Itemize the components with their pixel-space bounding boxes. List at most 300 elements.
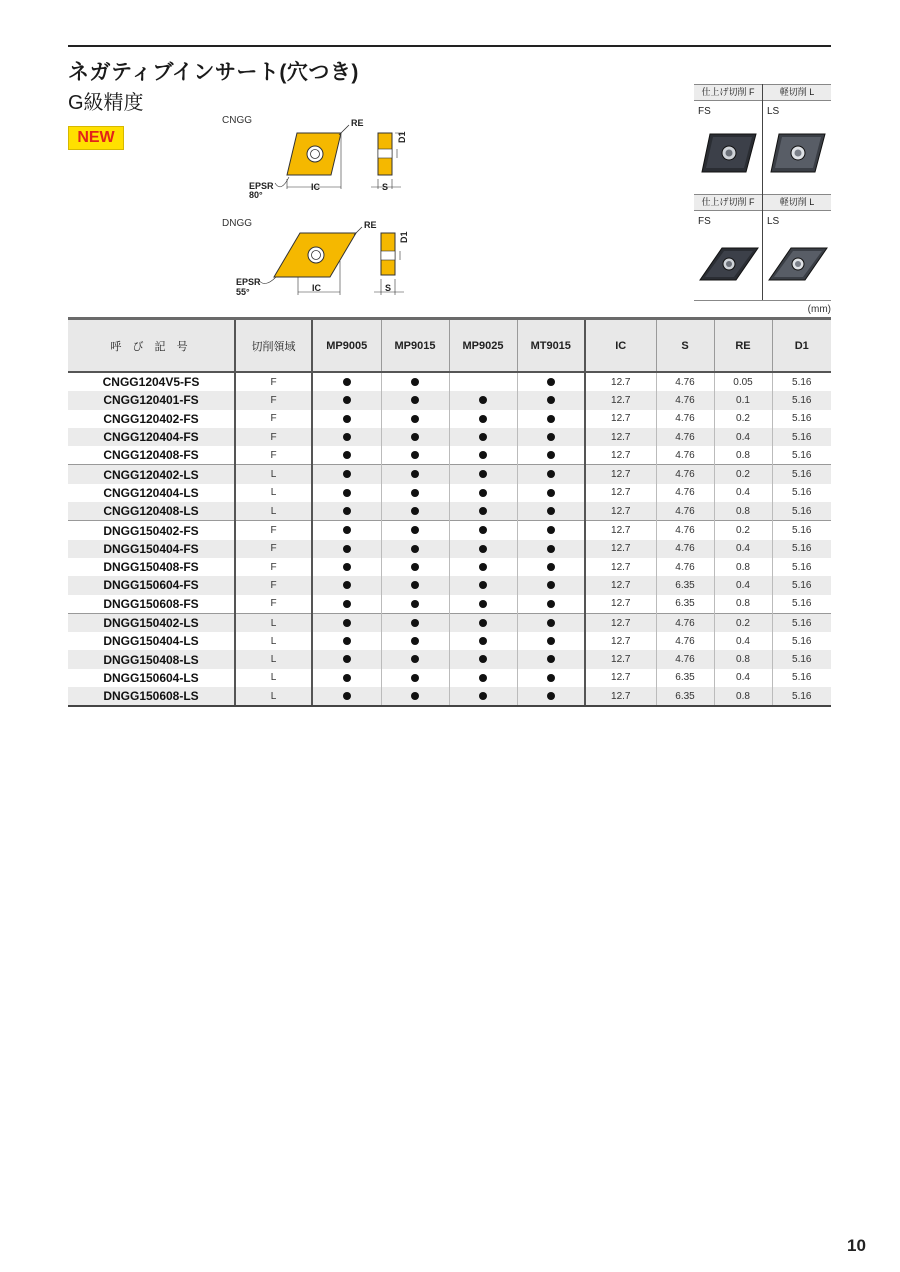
cell-area: F (235, 540, 312, 558)
cell-mp9015 (381, 428, 449, 446)
cell-mp9025 (449, 650, 517, 668)
table-row (68, 540, 831, 558)
table-row (68, 446, 831, 465)
cell-d1: 5.16 (772, 372, 831, 391)
cell-mp9015 (381, 391, 449, 409)
cell-mp9025 (449, 521, 517, 540)
cell-area: L (235, 465, 312, 484)
table-row (68, 372, 831, 391)
cell-re: 0.4 (714, 632, 772, 650)
table-row (68, 669, 831, 687)
cell-code: DNGG150604-LS (103, 670, 199, 685)
cell-re: 0.4 (714, 669, 772, 687)
cell-d1: 5.16 (772, 613, 831, 632)
page-subtitle: G級精度 (68, 92, 144, 114)
available-dot-icon (411, 563, 419, 571)
cell-mp9015 (381, 521, 449, 540)
available-dot-icon (343, 600, 351, 608)
photo-code: LS (767, 106, 780, 117)
cell-mt9015 (517, 372, 585, 391)
available-dot-icon (343, 507, 351, 515)
available-dot-icon (343, 619, 351, 627)
col-header-d1: D1 (772, 319, 831, 373)
cell-area: L (235, 669, 312, 687)
cell-area: L (235, 632, 312, 650)
cell-ic: 12.7 (585, 613, 656, 632)
cell-mp9015 (381, 632, 449, 650)
cngg-label: CNGG (222, 115, 252, 126)
available-dot-icon (547, 378, 555, 386)
cell-s: 4.76 (656, 484, 714, 502)
available-dot-icon (343, 526, 351, 534)
available-dot-icon (411, 619, 419, 627)
available-dot-icon (479, 563, 487, 571)
cell-mp9005 (312, 428, 381, 446)
cell-area: F (235, 521, 312, 540)
cell-mp9025 (449, 465, 517, 484)
cell-s: 4.76 (656, 372, 714, 391)
cell-mt9015 (517, 650, 585, 668)
cell-mp9005 (312, 595, 381, 614)
dngg-s-label: S (385, 283, 392, 293)
cell-mt9015 (517, 465, 585, 484)
cell-ic: 12.7 (585, 576, 656, 594)
table-row (68, 687, 831, 706)
cell-mp9005 (312, 372, 381, 391)
cell-mp9005 (312, 410, 381, 428)
cell-s: 6.35 (656, 687, 714, 706)
cell-mp9025 (449, 558, 517, 576)
cell-mp9015 (381, 558, 449, 576)
col-header-code: 呼 び 記 号 (68, 319, 235, 373)
available-dot-icon (547, 433, 555, 441)
dngg-re-label: RE (364, 220, 377, 230)
cell-mp9005 (312, 613, 381, 632)
cell-mp9015 (381, 650, 449, 668)
available-dot-icon (479, 451, 487, 459)
cell-d1: 5.16 (772, 576, 831, 594)
cell-ic: 12.7 (585, 632, 656, 650)
cell-re: 0.8 (714, 687, 772, 706)
cell-code: DNGG150404-LS (103, 634, 199, 649)
cell-mt9015 (517, 540, 585, 558)
cell-code: CNGG120404-FS (68, 428, 235, 446)
available-dot-icon (479, 581, 487, 589)
cell-code: CNGG120404-LS (103, 485, 199, 500)
cell-d1: 5.16 (772, 391, 831, 409)
table-row (68, 410, 831, 428)
cell-mp9025 (449, 613, 517, 632)
cell-area: F (235, 595, 312, 614)
cngg-d1-label: D1 (397, 131, 407, 143)
available-dot-icon (479, 507, 487, 515)
available-dot-icon (547, 600, 555, 608)
insert-photo-grid (694, 84, 831, 304)
table-row (68, 391, 831, 409)
cell-mp9015 (381, 372, 449, 391)
cell-re: 0.2 (714, 465, 772, 484)
cell-re: 0.2 (714, 613, 772, 632)
available-dot-icon (479, 619, 487, 627)
table-row (68, 502, 831, 521)
available-dot-icon (343, 470, 351, 478)
cell-mp9005 (312, 540, 381, 558)
cell-mp9015 (381, 484, 449, 502)
available-dot-icon (479, 526, 487, 534)
photo-code: FS (698, 216, 711, 227)
cell-s: 4.76 (656, 521, 714, 540)
cell-re: 0.4 (714, 540, 772, 558)
cell-mp9005 (312, 669, 381, 687)
available-dot-icon (479, 692, 487, 700)
available-dot-icon (343, 415, 351, 423)
cell-area: F (235, 446, 312, 465)
table-row (68, 465, 831, 484)
cell-area: L (235, 687, 312, 706)
cell-re: 0.05 (714, 372, 772, 391)
cell-s: 4.76 (656, 428, 714, 446)
cell-mt9015 (517, 391, 585, 409)
table-row (68, 428, 831, 446)
cell-mp9005 (312, 558, 381, 576)
cell-mp9015 (381, 410, 449, 428)
cell-area: L (235, 613, 312, 632)
dngg-fs-photo (698, 244, 760, 284)
cell-re: 0.2 (714, 521, 772, 540)
available-dot-icon (343, 692, 351, 700)
available-dot-icon (343, 674, 351, 682)
available-dot-icon (343, 581, 351, 589)
available-dot-icon (411, 396, 419, 404)
cell-area: L (235, 650, 312, 668)
cell-ic: 12.7 (585, 540, 656, 558)
cell-ic: 12.7 (585, 428, 656, 446)
col-header-mp9005: MP9005 (312, 319, 381, 373)
available-dot-icon (479, 545, 487, 553)
available-dot-icon (479, 600, 487, 608)
dngg-epsr-label: EPSR (236, 277, 261, 287)
cell-code: DNGG150408-LS (68, 650, 235, 668)
cell-area: F (235, 410, 312, 428)
cell-re: 0.8 (714, 595, 772, 614)
available-dot-icon (547, 470, 555, 478)
cell-mp9015 (381, 669, 449, 687)
cell-d1: 5.16 (772, 595, 831, 614)
cell-mp9015 (381, 465, 449, 484)
dngg-diagram (230, 215, 415, 305)
available-dot-icon (411, 378, 419, 386)
available-dot-icon (547, 415, 555, 423)
cell-mp9015 (381, 595, 449, 614)
cell-mt9015 (517, 558, 585, 576)
cell-d1: 5.16 (772, 446, 831, 465)
available-dot-icon (479, 489, 487, 497)
cell-d1: 5.16 (772, 632, 831, 650)
cell-ic: 12.7 (585, 372, 656, 391)
cngg-hole (307, 146, 323, 162)
cell-code: CNGG120408-LS (68, 502, 235, 521)
cell-mp9025 (449, 372, 517, 391)
cell-ic: 12.7 (585, 502, 656, 521)
available-dot-icon (411, 433, 419, 441)
photo-code: LS (767, 216, 780, 227)
cell-code: CNGG120402-LS (68, 465, 235, 484)
cell-mp9005 (312, 446, 381, 465)
available-dot-icon (343, 451, 351, 459)
cell-mt9015 (517, 428, 585, 446)
cell-ic: 12.7 (585, 446, 656, 465)
cell-area: F (235, 576, 312, 594)
cell-ic: 12.7 (585, 465, 656, 484)
cngg-ic-label: IC (311, 182, 320, 192)
cell-d1: 5.16 (772, 484, 831, 502)
cell-mt9015 (517, 502, 585, 521)
available-dot-icon (411, 489, 419, 497)
table-body (68, 372, 831, 706)
cell-mt9015 (517, 632, 585, 650)
cell-mp9005 (312, 687, 381, 706)
cell-mp9025 (449, 502, 517, 521)
available-dot-icon (479, 396, 487, 404)
cell-s: 6.35 (656, 576, 714, 594)
cell-mt9015 (517, 446, 585, 465)
cell-re: 0.8 (714, 650, 772, 668)
cell-mt9015 (517, 613, 585, 632)
col-header-mp9025: MP9025 (449, 319, 517, 373)
cell-d1: 5.16 (772, 650, 831, 668)
table-row (68, 576, 831, 594)
cngg-fs-photo (700, 128, 758, 176)
available-dot-icon (547, 581, 555, 589)
cell-ic: 12.7 (585, 484, 656, 502)
available-dot-icon (343, 655, 351, 663)
unit-label: (mm) (807, 304, 831, 315)
available-dot-icon (547, 489, 555, 497)
cell-mp9025 (449, 669, 517, 687)
cell-mp9015 (381, 576, 449, 594)
cell-mp9025 (449, 687, 517, 706)
dngg-label: DNGG (222, 218, 252, 229)
spec-table (68, 317, 831, 707)
cell-re: 0.2 (714, 410, 772, 428)
cell-mp9005 (312, 576, 381, 594)
dngg-hole (308, 247, 324, 263)
cell-code: CNGG120408-FS (103, 448, 199, 463)
cell-mt9015 (517, 484, 585, 502)
available-dot-icon (411, 637, 419, 645)
cell-area: L (235, 502, 312, 521)
available-dot-icon (411, 655, 419, 663)
dngg-d1-label: D1 (399, 231, 409, 243)
photo-grid-divider (762, 84, 763, 301)
available-dot-icon (479, 655, 487, 663)
table-row (68, 613, 831, 632)
cell-mp9025 (449, 484, 517, 502)
available-dot-icon (343, 396, 351, 404)
cell-mp9015 (381, 540, 449, 558)
cell-mp9005 (312, 484, 381, 502)
available-dot-icon (411, 507, 419, 515)
dngg-ls-photo (767, 244, 829, 284)
col-header-s: S (656, 319, 714, 373)
cell-s: 4.76 (656, 410, 714, 428)
table-row (68, 558, 831, 576)
cell-mp9015 (381, 446, 449, 465)
cell-area: F (235, 372, 312, 391)
cell-code: CNGG120402-FS (103, 411, 199, 426)
cell-s: 4.76 (656, 650, 714, 668)
cell-d1: 5.16 (772, 410, 831, 428)
cell-mp9025 (449, 391, 517, 409)
cell-mp9015 (381, 502, 449, 521)
cell-mp9025 (449, 410, 517, 428)
cell-d1: 5.16 (772, 521, 831, 540)
available-dot-icon (479, 470, 487, 478)
cell-ic: 12.7 (585, 669, 656, 687)
cngg-angle-label: 80° (249, 190, 263, 200)
cell-mp9005 (312, 521, 381, 540)
available-dot-icon (547, 637, 555, 645)
cell-ic: 12.7 (585, 410, 656, 428)
cell-mp9005 (312, 650, 381, 668)
cell-mp9005 (312, 391, 381, 409)
cell-ic: 12.7 (585, 687, 656, 706)
available-dot-icon (343, 489, 351, 497)
cell-re: 0.4 (714, 576, 772, 594)
photo-grid-bottom-rule (694, 300, 831, 301)
new-badge: NEW (68, 126, 124, 150)
cngg-ls-photo (769, 128, 827, 176)
cell-s: 4.76 (656, 632, 714, 650)
cell-d1: 5.16 (772, 540, 831, 558)
cell-mp9005 (312, 632, 381, 650)
available-dot-icon (411, 451, 419, 459)
available-dot-icon (547, 545, 555, 553)
available-dot-icon (547, 396, 555, 404)
cell-d1: 5.16 (772, 558, 831, 576)
cell-ic: 12.7 (585, 595, 656, 614)
cell-mp9015 (381, 613, 449, 632)
cngg-epsr-label: EPSR (249, 181, 274, 191)
table-row (68, 521, 831, 540)
photo-header-light: 軽切削 L (763, 84, 831, 101)
available-dot-icon (343, 637, 351, 645)
available-dot-icon (411, 470, 419, 478)
cell-re: 0.8 (714, 446, 772, 465)
cell-code: DNGG150608-LS (68, 687, 235, 706)
cell-area: F (235, 391, 312, 409)
available-dot-icon (479, 637, 487, 645)
available-dot-icon (547, 507, 555, 515)
dngg-angle-label: 55° (236, 287, 250, 297)
top-rule (68, 45, 831, 47)
cngg-diagram (245, 115, 415, 205)
cell-ic: 12.7 (585, 391, 656, 409)
table-row (68, 650, 831, 668)
cell-mp9005 (312, 502, 381, 521)
available-dot-icon (411, 545, 419, 553)
available-dot-icon (411, 415, 419, 423)
cell-mp9025 (449, 632, 517, 650)
table-row (68, 484, 831, 502)
photo-code: FS (698, 106, 711, 117)
cell-mp9015 (381, 687, 449, 706)
cell-mp9025 (449, 540, 517, 558)
available-dot-icon (479, 674, 487, 682)
cell-code: DNGG150408-FS (103, 560, 199, 575)
available-dot-icon (547, 451, 555, 459)
cngg-re-label: RE (351, 118, 364, 128)
available-dot-icon (547, 526, 555, 534)
available-dot-icon (547, 563, 555, 571)
cell-d1: 5.16 (772, 428, 831, 446)
available-dot-icon (343, 563, 351, 571)
cell-s: 4.76 (656, 502, 714, 521)
col-header-mp9015: MP9015 (381, 319, 449, 373)
cell-s: 4.76 (656, 540, 714, 558)
available-dot-icon (411, 692, 419, 700)
cell-mt9015 (517, 687, 585, 706)
available-dot-icon (547, 619, 555, 627)
cell-mp9025 (449, 446, 517, 465)
cell-d1: 5.16 (772, 687, 831, 706)
available-dot-icon (479, 415, 487, 423)
cngg-s-label: S (382, 182, 389, 192)
col-header-re: RE (714, 319, 772, 373)
cell-code: DNGG150402-LS (68, 613, 235, 632)
available-dot-icon (411, 526, 419, 534)
available-dot-icon (411, 600, 419, 608)
available-dot-icon (411, 581, 419, 589)
cell-mp9025 (449, 428, 517, 446)
available-dot-icon (343, 545, 351, 553)
cell-ic: 12.7 (585, 650, 656, 668)
cell-mp9025 (449, 576, 517, 594)
cell-code: DNGG150604-FS (68, 576, 235, 594)
cell-s: 6.35 (656, 595, 714, 614)
available-dot-icon (343, 433, 351, 441)
cell-mt9015 (517, 669, 585, 687)
cell-mp9025 (449, 595, 517, 614)
cell-re: 0.1 (714, 391, 772, 409)
cell-area: F (235, 428, 312, 446)
cell-code: DNGG150402-FS (68, 521, 235, 540)
photo-header-light-2: 軽切削 L (763, 194, 831, 211)
cell-mp9005 (312, 465, 381, 484)
dngg-ic-label: IC (312, 283, 321, 293)
cell-d1: 5.16 (772, 669, 831, 687)
table-row (68, 632, 831, 650)
cell-re: 0.4 (714, 484, 772, 502)
available-dot-icon (547, 655, 555, 663)
cell-area: L (235, 484, 312, 502)
cell-re: 0.8 (714, 558, 772, 576)
photo-header-finishing-2: 仕上げ切削 F (694, 194, 762, 211)
cell-code: CNGG120401-FS (68, 391, 235, 409)
cell-re: 0.8 (714, 502, 772, 521)
cell-code: CNGG1204V5-FS (102, 375, 200, 390)
available-dot-icon (411, 674, 419, 682)
cell-mt9015 (517, 410, 585, 428)
available-dot-icon (547, 692, 555, 700)
cell-mt9015 (517, 576, 585, 594)
cell-s: 4.76 (656, 446, 714, 465)
cell-ic: 12.7 (585, 558, 656, 576)
table-header-row (68, 319, 831, 373)
cell-ic: 12.7 (585, 521, 656, 540)
available-dot-icon (479, 433, 487, 441)
cell-s: 4.76 (656, 558, 714, 576)
